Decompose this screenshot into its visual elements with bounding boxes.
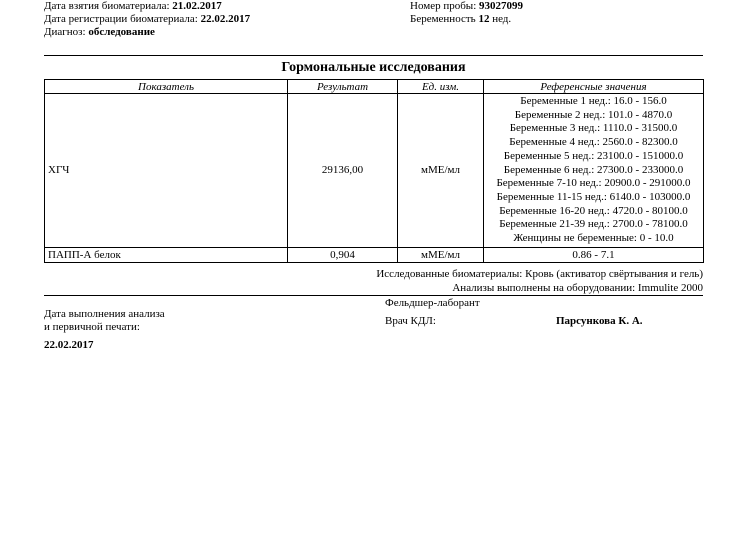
sample-number-label: Номер пробы: [410,0,477,12]
table-header-row [45,80,704,94]
sample-date-label: Дата взятия биоматериала: [44,0,170,12]
doctor-name: Парсункова К. А. [556,315,643,327]
reference-line: Беременные 4 нед.: 2560.0 - 82300.0 [509,136,678,149]
lab-assistant-label: Фельдшер-лаборант [385,297,480,309]
reference-line: Беременные 21-39 нед.: 2700.0 - 78100.0 [499,218,688,231]
sample-date-value: 21.02.2017 [172,0,222,12]
unit-value: мМЕ/мл [398,94,484,248]
registration-date-label: Дата регистрации биоматериала: [44,13,198,25]
completion-date: 22.02.2017 [44,339,94,351]
pregnancy-unit: нед. [492,13,512,25]
completion-label-line1: Дата выполнения анализа [44,308,165,320]
table-row [45,247,704,262]
reference-line: Беременные 1 нед.: 16.0 - 156.0 [520,95,667,107]
reference-values: 0.86 - 7.1 [484,247,704,262]
reference-values [484,94,704,248]
sample-date-line [44,0,222,12]
reference-line: Женщины не беременные: 0 - 10.0 [513,232,674,245]
reference-line: Беременные 5 нед.: 23100.0 - 151000.0 [503,149,684,162]
pregnancy-line [410,13,511,25]
sample-number-line [410,0,523,12]
biomaterial-note: Исследованные биоматериалы: Кровь (активатор свёртывания и гель) [376,268,703,280]
registration-date-line [44,13,250,25]
column-header-unit: Ед. изм. [398,80,484,94]
completion-label-line2: и первичной печати: [44,321,140,333]
pregnancy-value: 12 [478,13,490,25]
reference-line: Беременные 2 нед.: 101.0 - 4870.0 [514,108,673,121]
table-row [45,94,704,248]
diagnosis-label: Диагноз: [44,26,86,38]
section-title: Гормональные исследования [281,60,466,75]
pregnancy-label: Беременность [410,13,476,25]
reference-line: Беременные 3 нед.: 1110.0 - 31500.0 [509,122,678,135]
diagnosis-line [44,26,155,38]
indicator-name: ПАПП-А белок [45,247,288,262]
unit-value: мМЕ/мл [398,247,484,262]
indicator-name: ХГЧ [45,94,288,248]
registration-date-value: 22.02.2017 [200,13,251,25]
header-divider [44,55,703,56]
result-value: 0,904 [288,247,398,262]
equipment-note: Анализы выполнены на оборудовании: Immulite 2000 [452,282,703,294]
result-value: 29136,00 [288,94,398,248]
reference-line: Беременные 7-10 нед.: 20900.0 - 291000.0 [496,177,691,190]
doctor-label: Врач КДЛ: [385,315,436,327]
footer-divider [44,295,703,296]
results-table [44,79,704,263]
sample-number-value: 93027099 [479,0,524,12]
column-header-result: Результат [288,80,398,94]
reference-line: Беременные 16-20 нед.: 4720.0 - 80100.0 [499,204,688,217]
diagnosis-value: обследование [88,26,155,38]
column-header-reference: Референсные значения [484,80,704,94]
reference-line: Беременные 11-15 нед.: 6140.0 - 103000.0 [496,190,691,203]
reference-line: Беременные 6 нед.: 27300.0 - 233000.0 [503,163,684,176]
column-header-indicator: Показатель [45,80,288,94]
